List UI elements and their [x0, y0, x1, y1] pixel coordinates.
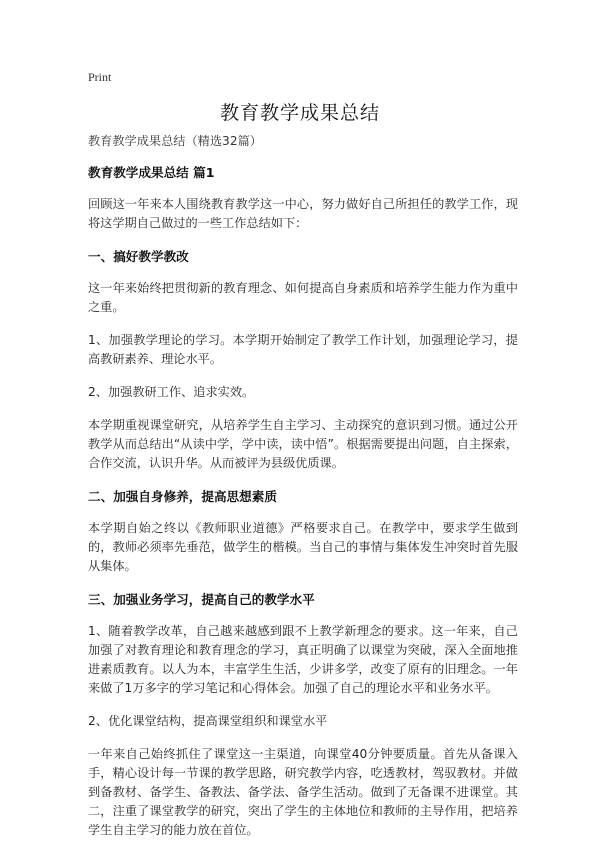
section2-paragraph-1: 本学期自始之终以《教师职业道德》严格要求自己。在教学中，要求学生做到的，教师必须率先垂范，做学生的楷模。当自己的事情与集体发生冲突时首先服从集体。 — [88, 521, 518, 573]
section1-paragraph-2: 1、加强教学理论的学习。本学期开始制定了教学工作计划，加强理论学习，提高教研素养、理论水平。 — [88, 333, 518, 366]
article-body — [88, 132, 518, 854]
section-heading-1: 一、搞好教学教改 — [88, 249, 189, 264]
article-heading: 教育教学成果总结 篇1 — [88, 165, 215, 180]
section3-paragraph-1: 1、随着教学改革，自己越来越感到跟不上教学新理念的要求。这一年来，自己加强了对教育理论和教育理念的学习，真正明确了以课堂为突破，深入全面地推进素质教育。以人为本，丰富学生生活，少讲多学，改变了原有的旧理念。一年来做了1万多字的学习笔记和心得体会。加强了自己的理论水平和业务水平。 — [88, 624, 518, 695]
page-title: 教育教学成果总结 — [219, 102, 380, 124]
section-heading-2: 二、加强自身修养，提高思想素质 — [88, 489, 277, 504]
document-subtitle: 教育教学成果总结（精选32篇） — [88, 134, 262, 148]
section1-paragraph-1: 这一年来始终把贯彻新的教育理念、如何提高自身素质和培养学生能力作为重中之重。 — [88, 281, 518, 314]
section1-paragraph-3: 2、加强教研工作、追求实效。 — [88, 385, 255, 399]
section1-paragraph-4: 本学期重视课堂研究，从培养学生自主学习、主动探究的意识到习惯。通过公开教学从而总结出“从读中学，学中读，读中悟”。根据需要提出问题，自主探索，合作交流，认识升华。从而被评为县级优质课。 — [88, 418, 518, 470]
section-heading-3: 三、加强业务学习，提高自己的教学水平 — [88, 592, 315, 607]
print-link[interactable]: Print — [88, 70, 112, 84]
intro-paragraph: 回顾这一年来本人围绕教育教学这一中心，努力做好自己所担任的教学工作，现将这学期自己做过的一些工作总结如下： — [88, 197, 518, 230]
section3-paragraph-3: 一年来自己始终抓住了课堂这一主渠道，向课堂40分钟要质量。首先从备课入手，精心设计每一节课的教学思路，研究教学内容，吃透教材，驾驭教材。并做到备教材、备学生、备教法、备学法、备学生活动。做到了无备课不进课堂。其二，注重了课堂教学的研究，突出了学生的主体地位和教师的主导作用，把培养学生自主学习的能力放在首位。 — [88, 747, 518, 837]
section3-paragraph-2: 2、优化课堂结构，提高课堂组织和课堂水平 — [88, 714, 328, 728]
